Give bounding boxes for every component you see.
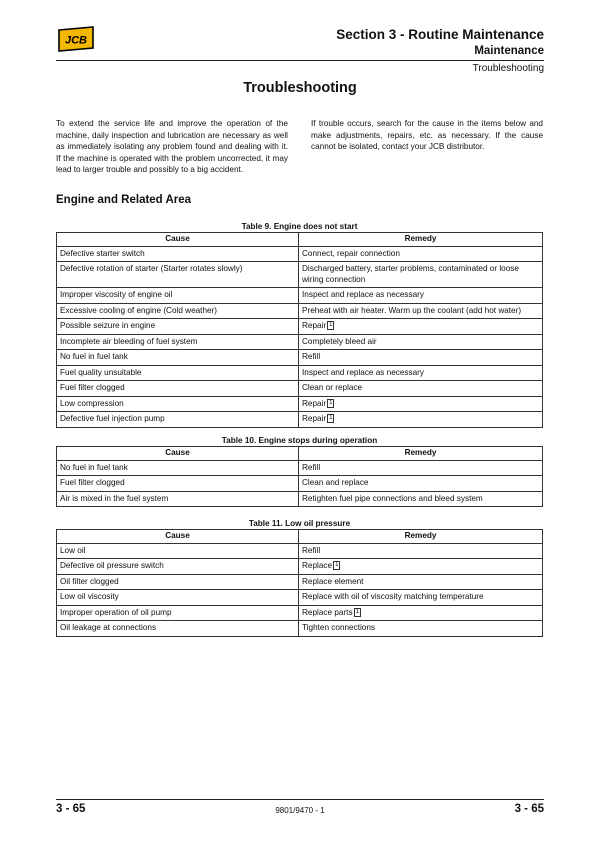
remedy-cell: [299, 334, 543, 350]
table-row: [57, 543, 543, 559]
remedy-text: Clean and replace: [302, 478, 369, 487]
remedy-header: Remedy: [299, 233, 543, 247]
remedy-cell: [299, 590, 543, 606]
table-row: [57, 288, 543, 304]
remedy-text: Repair: [302, 398, 327, 408]
remedy-cell: [299, 246, 543, 262]
subsection-title: Maintenance: [474, 45, 544, 57]
table-row: [57, 590, 543, 606]
remedy-text: Retighten fuel pipe connections and bleed system: [302, 493, 483, 503]
table-row: [57, 381, 543, 397]
remedy-text: Refill: [302, 352, 321, 361]
header-divider: [56, 60, 544, 61]
remedy-text: Replace parts: [302, 607, 353, 617]
remedy-cell: [299, 288, 543, 304]
cause-cell: Defective oil pressure switch: [57, 559, 299, 575]
table-header-row: [57, 447, 543, 461]
jcb-logo: [56, 26, 96, 52]
cause-cell: Oil filter clogged: [57, 574, 299, 590]
remedy-cell: [299, 543, 543, 559]
remedy-text: Inspect and replace as necessary: [302, 367, 424, 377]
remedy-text: Preheat with air heater. Warm up the coolant (add hot water): [302, 305, 522, 315]
table-row: [57, 412, 543, 428]
remedy-text: Repair: [302, 414, 327, 423]
cause-header: Cause: [57, 447, 299, 461]
table-engine-stops: [56, 435, 543, 507]
note-reference[interactable]: 1: [329, 322, 333, 328]
cause-cell: Low oil: [57, 543, 299, 559]
remedy-header: Remedy: [299, 530, 543, 544]
remedy-text: Refill: [302, 545, 321, 555]
table-caption: Table 9. Engine does not start: [241, 222, 358, 231]
table-caption: Table 10. Engine stops during operation: [221, 436, 378, 445]
remedy-cell: [299, 621, 543, 637]
cause-cell: No fuel in fuel tank: [57, 350, 299, 366]
section-title: Section 3 - Routine Maintenance: [336, 27, 544, 42]
table-row: [57, 574, 543, 590]
table-low-oil-pressure: [56, 518, 543, 637]
table-caption: Table 11. Low oil pressure: [248, 519, 351, 528]
remedy-text: Clean or replace: [302, 383, 363, 392]
remedy-cell: [299, 262, 543, 288]
cause-cell: Possible seizure in engine: [57, 319, 299, 335]
page-header: [336, 26, 544, 59]
remedy-text: Replace with oil of viscosity matching temperature: [302, 592, 484, 601]
table-row: [57, 491, 543, 507]
troubleshooting-table: [56, 446, 543, 507]
table-row: [57, 262, 543, 288]
remedy-text: Repair: [302, 321, 327, 330]
remedy-cell: [299, 319, 543, 335]
subheading: Engine and Related Area: [56, 194, 192, 206]
table-row: [57, 303, 543, 319]
table-row: [57, 350, 543, 366]
cause-cell: Defective starter switch: [57, 246, 299, 262]
cause-cell: Incomplete air bleeding of fuel system: [57, 334, 299, 350]
cause-header: Cause: [57, 530, 299, 544]
table-row: [57, 476, 543, 492]
note-reference[interactable]: 1: [329, 399, 333, 406]
intro-paragraph-left: To extend the service life and improve the operation of the machine, daily inspection and lubrication are necessary as well as immediately isolating any problem found and dealing with it. If the machine is operated with the problem uncorrected, it may lead to larger trouble and possibly to a big accident.: [56, 119, 288, 175]
table-row: [57, 246, 543, 262]
cause-cell: Improper viscosity of engine oil: [57, 288, 299, 304]
table-row: [57, 460, 543, 476]
remedy-text: Replace element: [302, 576, 364, 586]
cause-cell: Fuel filter clogged: [57, 476, 299, 492]
remedy-cell: [299, 350, 543, 366]
cause-cell: Defective rotation of starter (Starter rotates slowly): [57, 262, 299, 288]
table-row: [57, 365, 543, 381]
table-row: [57, 621, 543, 637]
remedy-cell: [299, 381, 543, 397]
cause-cell: Fuel filter clogged: [57, 381, 299, 397]
table-row: [57, 605, 543, 621]
cause-cell: Oil leakage at connections: [57, 621, 299, 637]
remedy-cell: [299, 365, 543, 381]
remedy-text: Completely bleed air: [302, 336, 377, 346]
remedy-cell: [299, 605, 543, 621]
remedy-text: Replace: [302, 561, 333, 570]
svg-text:JCB: JCB: [64, 34, 88, 47]
remedy-cell: [299, 559, 543, 575]
remedy-cell: [299, 412, 543, 428]
page-number-left: 3 - 65: [56, 803, 86, 815]
note-reference[interactable]: 1: [335, 562, 339, 568]
cause-cell: Air is mixed in the fuel system: [57, 491, 299, 507]
remedy-text: Discharged battery, starter problems, contaminated or loose wiring connection: [302, 264, 519, 284]
remedy-cell: [299, 460, 543, 476]
cause-cell: Low oil viscosity: [57, 590, 299, 606]
cause-cell: No fuel in fuel tank: [57, 460, 299, 476]
note-reference[interactable]: 1: [329, 415, 333, 421]
topic-label: Troubleshooting: [472, 63, 544, 74]
remedy-header: Remedy: [299, 447, 543, 461]
page-title: Troubleshooting: [243, 80, 357, 96]
table-row: [57, 334, 543, 350]
remedy-cell: [299, 303, 543, 319]
cause-cell: Excessive cooling of engine (Cold weather): [57, 303, 299, 319]
remedy-text: Tighten connections: [302, 623, 375, 632]
remedy-cell: [299, 476, 543, 492]
cause-header: Cause: [57, 233, 299, 247]
table-row: [57, 559, 543, 575]
troubleshooting-table: [56, 232, 543, 428]
remedy-text: Connect, repair connection: [302, 248, 400, 258]
cause-cell: Improper operation of oil pump: [57, 605, 299, 621]
table-header-row: [57, 233, 543, 247]
troubleshooting-table: [56, 529, 543, 637]
table-engine-does-not-start: [56, 221, 543, 428]
table-row: [57, 319, 543, 335]
page-number-right: 3 - 65: [514, 803, 544, 815]
table-header-row: [57, 530, 543, 544]
cause-cell: Defective fuel injection pump: [57, 412, 299, 428]
cause-cell: Low compression: [57, 396, 299, 412]
document-number: 9801/9470 - 1: [275, 806, 325, 815]
table-row: [57, 396, 543, 412]
intro-paragraph-right: If trouble occurs, search for the cause in the items below and make adjustments, repairs, etc. as necessary. If the cause cannot be isolated, contact your JCB distributor.: [311, 119, 543, 152]
remedy-cell: [299, 396, 543, 412]
remedy-text: Refill: [302, 462, 321, 472]
remedy-cell: [299, 491, 543, 507]
footer-divider: [56, 799, 544, 800]
cause-cell: Fuel quality unsuitable: [57, 365, 299, 381]
remedy-text: Inspect and replace as necessary: [302, 290, 424, 299]
remedy-cell: [299, 574, 543, 590]
note-reference[interactable]: 1: [355, 608, 359, 615]
